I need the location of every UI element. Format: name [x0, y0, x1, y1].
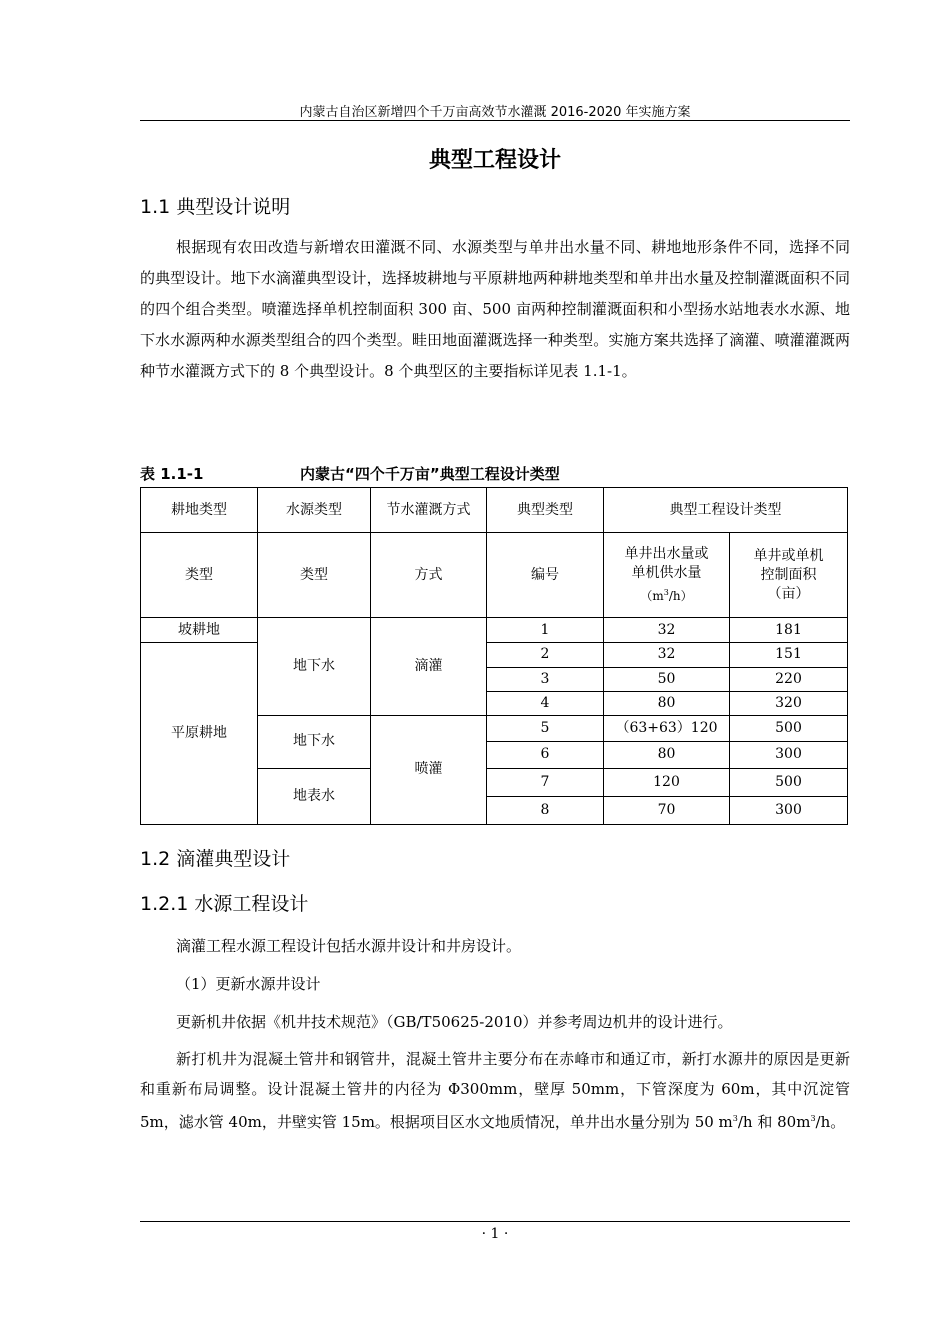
flow-cell: 50	[604, 667, 730, 691]
footer-rule	[140, 1221, 850, 1222]
subheader-cell	[604, 533, 730, 618]
subheader-line: 单井出水量或	[624, 545, 709, 562]
id-cell: 1	[487, 618, 604, 643]
paragraph-text: 新打机井为混凝土管井和钢管井，混凝土管井主要分布在赤峰市和通辽市，新打水源井的原因是更新和重新布局调整。设计混凝土管井的内径为 Φ300mm，壁厚 50mm，下管深度为 60m，其中沉淀管 5m，滤水管 40m，井壁实管 15m。根据项目区水文地质情况，单井出水量分别为 50 m	[140, 1050, 850, 1131]
section-1-2-1-line-2: （1）更新水源井设计	[176, 975, 321, 993]
id-cell: 6	[487, 741, 604, 768]
header-rule	[140, 120, 850, 121]
design-type-table	[140, 487, 848, 825]
water-source-cell: 地下水	[258, 715, 371, 768]
header-cell: 耕地类型	[141, 488, 258, 533]
id-cell: 8	[487, 796, 604, 824]
table-label: 表 1.1-1	[140, 465, 204, 483]
flow-cell: 32	[604, 618, 730, 643]
area-cell: 300	[730, 796, 848, 824]
area-cell: 151	[730, 643, 848, 667]
flow-cell: 120	[604, 768, 730, 796]
section-1-2-1-paragraph	[140, 1044, 850, 1137]
subheader-cell: 类型	[258, 533, 371, 618]
method-cell: 滴灌	[371, 618, 487, 715]
id-cell: 4	[487, 691, 604, 715]
id-cell: 2	[487, 643, 604, 667]
unit-superscript: 3	[732, 1114, 738, 1123]
unit-superscript: 3	[663, 587, 669, 597]
section-heading-1-2: 1.2 滴灌典型设计	[140, 848, 291, 870]
unit-label	[608, 583, 725, 606]
water-source-cell: 地表水	[258, 768, 371, 824]
land-type-cell: 坡耕地	[141, 618, 258, 643]
area-cell: 220	[730, 667, 848, 691]
table-subheader-row	[141, 533, 848, 618]
header-cell: 节水灌溉方式	[371, 488, 487, 533]
section-heading-1-1: 1.1 典型设计说明	[140, 196, 291, 218]
subheader-line: 控制面积	[760, 566, 817, 583]
paragraph-text: /h 和 80m	[737, 1113, 811, 1131]
table-row	[141, 643, 848, 667]
flow-cell: 80	[604, 691, 730, 715]
unit-superscript: 3	[810, 1114, 816, 1123]
flow-cell: 32	[604, 643, 730, 667]
header-cell: 水源类型	[258, 488, 371, 533]
subheader-cell: 方式	[371, 533, 487, 618]
section-1-1-paragraph: 根据现有农田改造与新增农田灌溉不同、水源类型与单井出水量不同、耕地地形条件不同，选择不同的典型设计。地下水滴灌典型设计，选择坡耕地与平原耕地两种耕地类型和单井出水量及控制灌溉面积不同的四个组合类型。喷灌选择单机控制面积 300 亩、500 亩两种控制灌溉面积和小型扬水站地表水水源、地下水水源两种水源类型组合的四个类型。畦田地面灌溉选择一种类型。实施方案共选择了滴灌、喷灌灌溉两种节水灌溉方式下的 8 个典型设计。8 个典型区的主要指标详见表 1.1-1。	[140, 238, 850, 380]
water-source-cell: 地下水	[258, 618, 371, 715]
section-1-2-1-line-3: 更新机井依据《机井技术规范》（GB/T50625-2010）并参考周边机井的设计进行。	[176, 1013, 733, 1031]
area-cell: 500	[730, 715, 848, 741]
subheader-line: 单井或单机	[753, 547, 824, 564]
area-cell: 320	[730, 691, 848, 715]
paragraph-text: /h。	[815, 1113, 846, 1131]
flow-cell: （63+63）120	[604, 715, 730, 741]
area-cell: 181	[730, 618, 848, 643]
page-number: · 1 ·	[481, 1226, 509, 1242]
page-title: 典型工程设计	[428, 148, 561, 173]
flow-cell: 80	[604, 741, 730, 768]
subheader-cell: 类型	[141, 533, 258, 618]
subheader-line: 单机供水量	[631, 564, 702, 581]
table-header-row	[141, 488, 848, 533]
subheader-cell: 编号	[487, 533, 604, 618]
id-cell: 7	[487, 768, 604, 796]
area-cell: 500	[730, 768, 848, 796]
flow-cell: 70	[604, 796, 730, 824]
unit-label: （亩）	[767, 585, 810, 602]
area-cell: 300	[730, 741, 848, 768]
table-title: 内蒙古“四个千万亩”典型工程设计类型	[300, 465, 560, 483]
unit-text: （m	[640, 588, 664, 603]
id-cell: 3	[487, 667, 604, 691]
unit-text: /h）	[668, 588, 693, 603]
section-heading-1-2-1: 1.2.1 水源工程设计	[140, 893, 309, 915]
running-header: 内蒙古自治区新增四个千万亩高效节水灌溉 2016-2020 年实施方案	[299, 105, 691, 120]
header-cell: 典型工程设计类型	[604, 488, 848, 533]
land-type-cell: 平原耕地	[141, 643, 258, 825]
id-cell: 5	[487, 715, 604, 741]
table-caption	[140, 463, 560, 484]
method-cell: 喷灌	[371, 715, 487, 824]
table-row	[141, 618, 848, 643]
header-cell: 典型类型	[487, 488, 604, 533]
section-1-2-1-line-1: 滴灌工程水源工程设计包括水源井设计和井房设计。	[176, 937, 522, 955]
subheader-cell	[730, 533, 848, 618]
